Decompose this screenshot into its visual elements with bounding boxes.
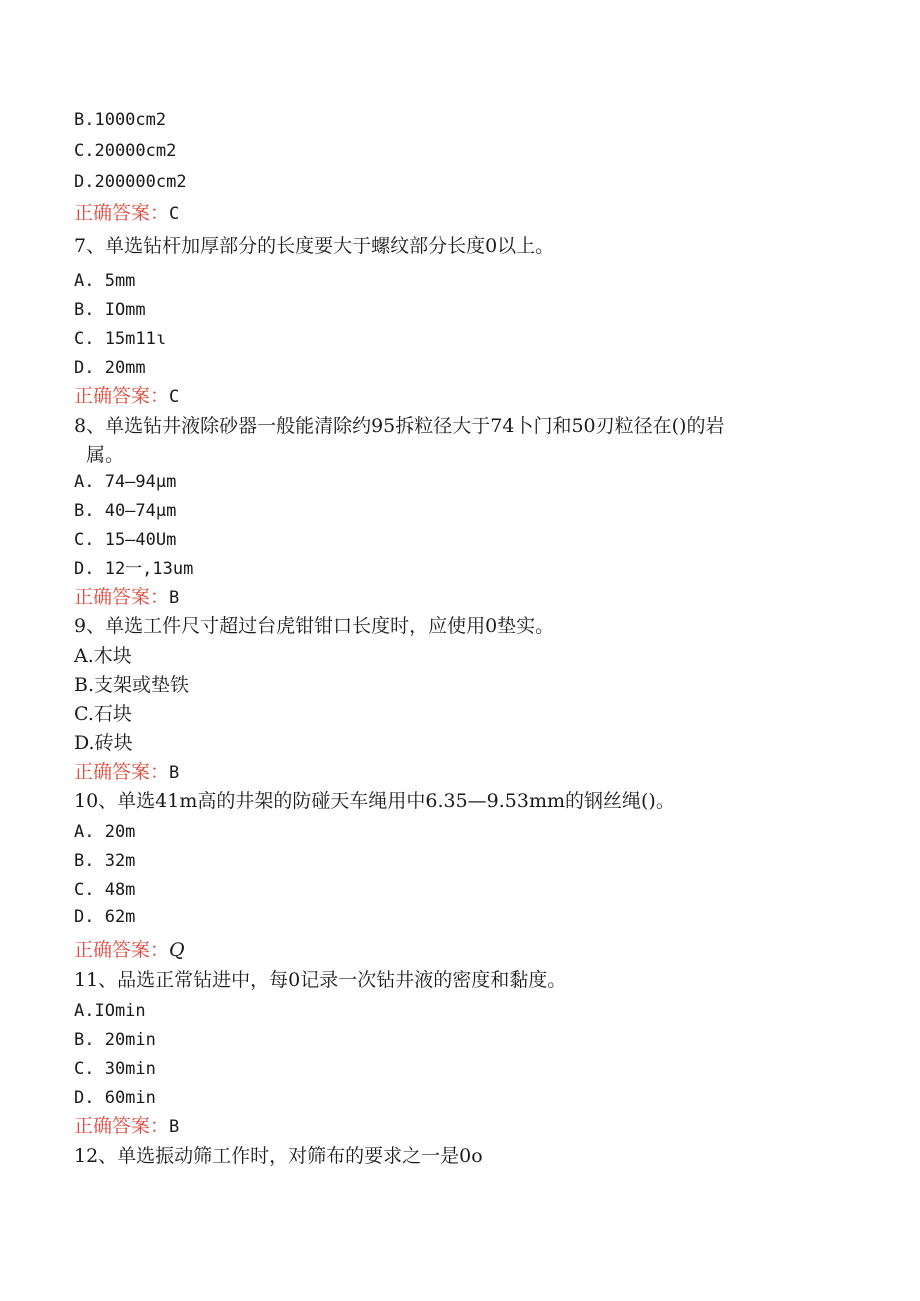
option-d: D. 12一,13um (74, 559, 194, 579)
option-c: C. 15—40Um (74, 530, 177, 550)
option-c: C. 15m11ɩ (74, 329, 167, 349)
option-d: D. 62m (74, 907, 136, 927)
answer-label: 正确答案： (74, 586, 170, 608)
question-7: 7、单选钻杆加厚部分的长度要大于螺纹部分长度0以上。 (74, 235, 555, 257)
option-c: C.石块 (74, 703, 132, 725)
question-11: 11、品选正常钻进中，每0记录一次钻井液的密度和黏度。 (74, 969, 567, 991)
answer-line (74, 588, 179, 607)
answer-label: 正确答案： (74, 385, 170, 407)
option-d: D.砖块 (74, 732, 133, 754)
answer-line (74, 387, 179, 406)
option-b: B. IOmm (74, 300, 146, 320)
answer-value: B (169, 763, 180, 783)
question-8: 8、单选钻井液除砂器一般能清除约95拆粒径大于74卜门和50刃粒径在()的岩 (74, 415, 725, 437)
option-c: C. 48m (74, 880, 136, 900)
question-10: 10、单选41m高的井架的防碰天车绳用中6.35—9.53mm的钢丝绳()。 (74, 790, 675, 812)
question-12: 12、单选振动筛工作时，对筛布的要求之一是0o (74, 1145, 483, 1167)
answer-value: C (169, 387, 180, 407)
option-d: D. 20mm (74, 358, 146, 378)
question-9: 9、单选工件尺寸超过台虎钳钳口长度时，应使用0垫实。 (74, 615, 555, 637)
answer-value: Q (169, 939, 185, 961)
option-a: A. 5mm (74, 271, 136, 291)
answer-line (74, 204, 179, 223)
option-b: B. 32m (74, 851, 136, 871)
option-b: B.1000cm2 (74, 110, 167, 130)
option-d: D.200000cm2 (74, 172, 187, 192)
option-c: C. 30min (74, 1059, 156, 1079)
option-a: A. 74—94μm (74, 472, 177, 492)
option-a: A.IOmin (74, 1001, 146, 1021)
answer-label: 正确答案： (74, 1115, 170, 1137)
question-8-continued: 属。 (86, 444, 125, 466)
option-d: D. 60min (74, 1088, 156, 1108)
answer-value: C (169, 204, 180, 224)
answer-line (74, 1117, 179, 1136)
answer-value: B (169, 588, 180, 608)
answer-label: 正确答案： (74, 939, 170, 961)
option-c: C.20000cm2 (74, 141, 177, 161)
answer-label: 正确答案： (74, 761, 170, 783)
option-b: B.支架或垫铁 (74, 674, 190, 696)
answer-value: B (169, 1117, 180, 1137)
answer-line (74, 763, 179, 782)
option-b: B. 20min (74, 1030, 156, 1050)
option-a: A.木块 (74, 645, 132, 667)
option-a: A. 20m (74, 822, 136, 842)
option-b: B. 40—74μm (74, 501, 177, 521)
answer-label: 正确答案： (74, 202, 170, 224)
answer-line (74, 941, 185, 960)
